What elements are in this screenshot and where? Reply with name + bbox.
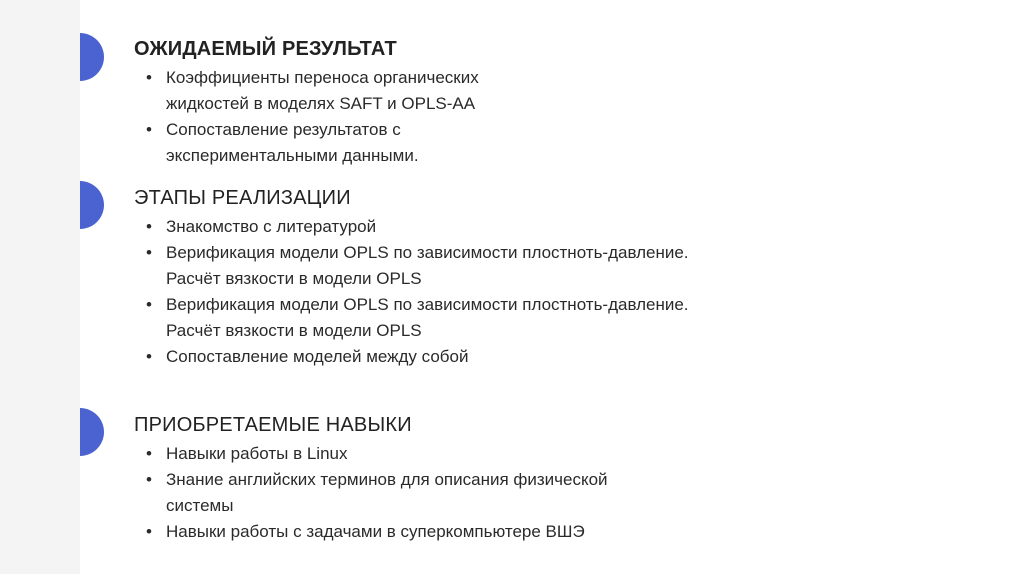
item-text: экспериментальными данными.: [166, 146, 419, 165]
bullet-list: [134, 441, 608, 545]
list-item: [134, 467, 608, 519]
item-text: жидкостей в моделях SAFT и OPLS-AA: [166, 94, 476, 113]
section-acquired-skills: [134, 413, 608, 545]
item-text: Сопоставление моделей между собой: [166, 347, 469, 366]
bullet-icon: •: [146, 347, 152, 366]
list-item: [134, 292, 689, 344]
section-title: ПРИОБРЕТАЕМЫЕ НАВЫКИ: [134, 414, 412, 436]
item-text: Расчёт вязкости в модели OPLS: [166, 321, 422, 340]
item-text: Верификация модели OPLS по зависимости плостноть-давление.: [166, 243, 689, 262]
item-text: Знание английских терминов для описания физической: [166, 470, 608, 489]
bullet-icon: •: [146, 243, 152, 262]
bullet-icon: •: [146, 120, 152, 139]
section-title: ОЖИДАЕМЫЙ РЕЗУЛЬТАТ: [134, 38, 397, 60]
section-title: ЭТАПЫ РЕАЛИЗАЦИИ: [134, 187, 351, 209]
list-item: [134, 214, 689, 240]
item-text: Знакомство с литературой: [166, 217, 377, 236]
bullet-icon: •: [146, 522, 152, 541]
list-item: [134, 344, 689, 370]
bullet-icon: •: [146, 217, 152, 236]
item-text: Верификация модели OPLS по зависимости плостноть-давление.: [166, 295, 689, 314]
bullet-icon: •: [146, 295, 152, 314]
item-text: Коэффициенты переноса органических: [166, 68, 479, 87]
item-text: Сопоставление результатов с: [166, 120, 401, 139]
list-item: [134, 240, 689, 292]
item-text: Расчёт вязкости в модели OPLS: [166, 269, 422, 288]
section-expected-result: [134, 37, 479, 169]
bullet-list: [134, 214, 689, 370]
item-text: Навыки работы в Linux: [166, 444, 348, 463]
item-text: системы: [166, 496, 234, 515]
list-item: [134, 519, 608, 545]
list-item: [134, 117, 479, 169]
left-strip: [0, 0, 80, 574]
list-item: [134, 441, 608, 467]
bullet-list: [134, 65, 479, 169]
item-text: Навыки работы с задачами в суперкомпьютере ВШЭ: [166, 522, 585, 541]
bullet-icon: •: [146, 68, 152, 87]
bullet-icon: •: [146, 444, 152, 463]
section-implementation-stages: [134, 186, 689, 370]
bullet-icon: •: [146, 470, 152, 489]
list-item: [134, 65, 479, 117]
